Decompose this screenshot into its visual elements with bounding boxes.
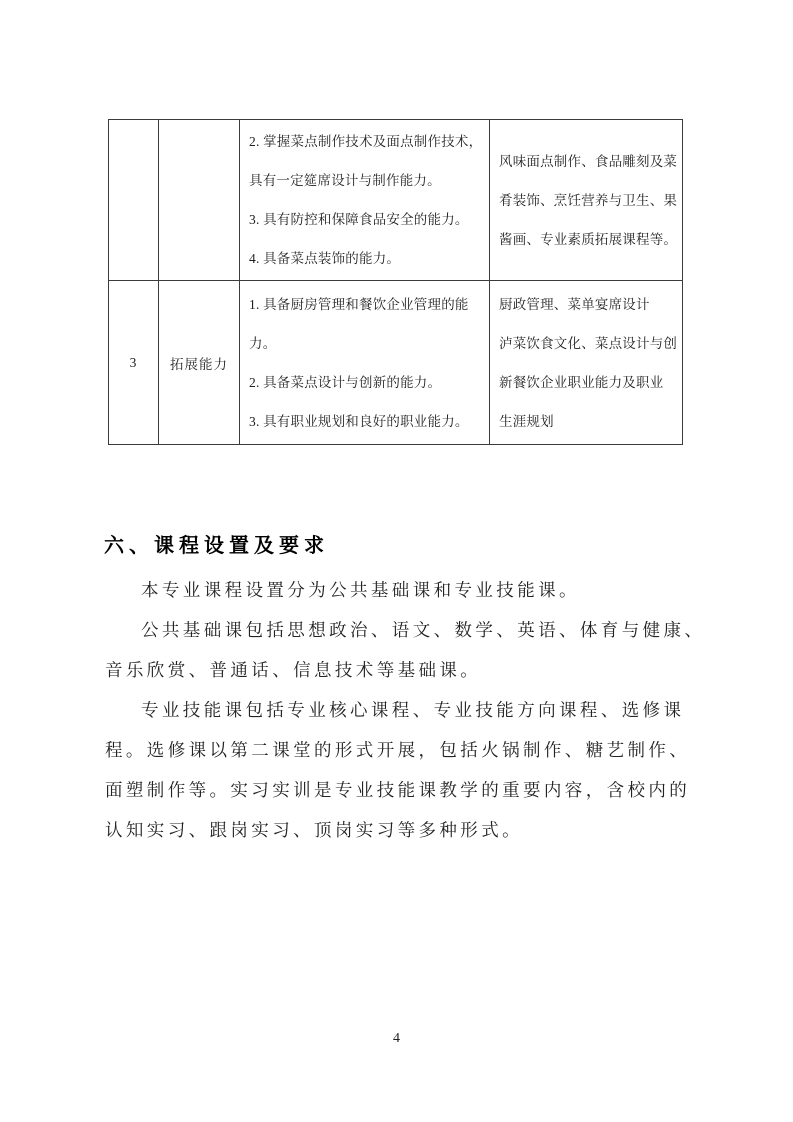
text-line: 2. 掌握菜点制作技术及面点制作技术，	[249, 134, 483, 149]
text-line: 本专业课程设置分为公共基础课和专业技能课。	[141, 580, 580, 600]
text-line: 程。选修课以第二课堂的形式开展，包括火锅制作、糖艺制作、	[105, 740, 691, 760]
text-line: 1. 具备厨房管理和餐饮企业管理的能	[249, 296, 469, 312]
cell-courses	[490, 281, 683, 445]
text-line: 风味面点制作、食品雕刻及菜	[499, 153, 678, 169]
text-line: 生涯规划	[499, 413, 554, 429]
cell-ability-empty	[159, 120, 240, 281]
text-line: 2. 具备菜点设计与创新的能力。	[249, 374, 442, 390]
text-line: 酱画、专业素质拓展课程等。	[499, 231, 678, 247]
paragraph-course-overview	[105, 570, 689, 610]
cell-seq: 3	[109, 281, 159, 445]
body-text	[105, 570, 706, 850]
text-line: 4. 具备菜点装饰的能力。	[249, 251, 401, 266]
abilities-table	[108, 119, 683, 445]
cell-requirements	[240, 281, 490, 445]
text-line: 认知实习、跟岗实习、顶岗实习等多种形式。	[105, 820, 523, 840]
text-line: 厨政管理、菜单宴席设计	[499, 296, 650, 312]
text-line: 新餐饮企业职业能力及职业	[499, 374, 664, 390]
section-heading: 六、课程设置及要求	[104, 535, 329, 557]
paragraph-skill-courses	[105, 690, 689, 850]
text-line: 公共基础课包括思想政治、语文、数学、英语、体育与健康、	[141, 620, 706, 640]
table-row-expansion-ability	[109, 281, 683, 445]
text-line: 3. 具有防控和保障食品安全的能力。	[249, 212, 469, 227]
table-row-continued	[109, 120, 683, 281]
text-line: 泸菜饮食文化、菜点设计与创	[499, 335, 678, 351]
page-number: 4	[393, 1031, 400, 1046]
text-line: 肴装饰、烹饪营养与卫生、果	[499, 192, 678, 208]
cell-requirements	[240, 120, 490, 281]
text-line: 专业技能课包括专业核心课程、专业技能方向课程、选修课	[141, 700, 685, 720]
cell-courses	[490, 120, 683, 281]
text-line: 3. 具有职业规划和良好的职业能力。	[249, 413, 469, 429]
text-line: 音乐欣赏、普通话、信息技术等基础课。	[105, 660, 482, 680]
cell-seq-empty	[109, 120, 159, 281]
text-line: 力。	[249, 335, 277, 351]
paragraph-basic-courses	[105, 610, 706, 690]
text-line: 面塑制作等。实习实训是专业技能课教学的重要内容，含校内的	[105, 780, 691, 800]
cell-ability: 拓展能力	[159, 281, 240, 445]
text-line: 具有一定筵席设计与制作能力。	[249, 173, 441, 188]
